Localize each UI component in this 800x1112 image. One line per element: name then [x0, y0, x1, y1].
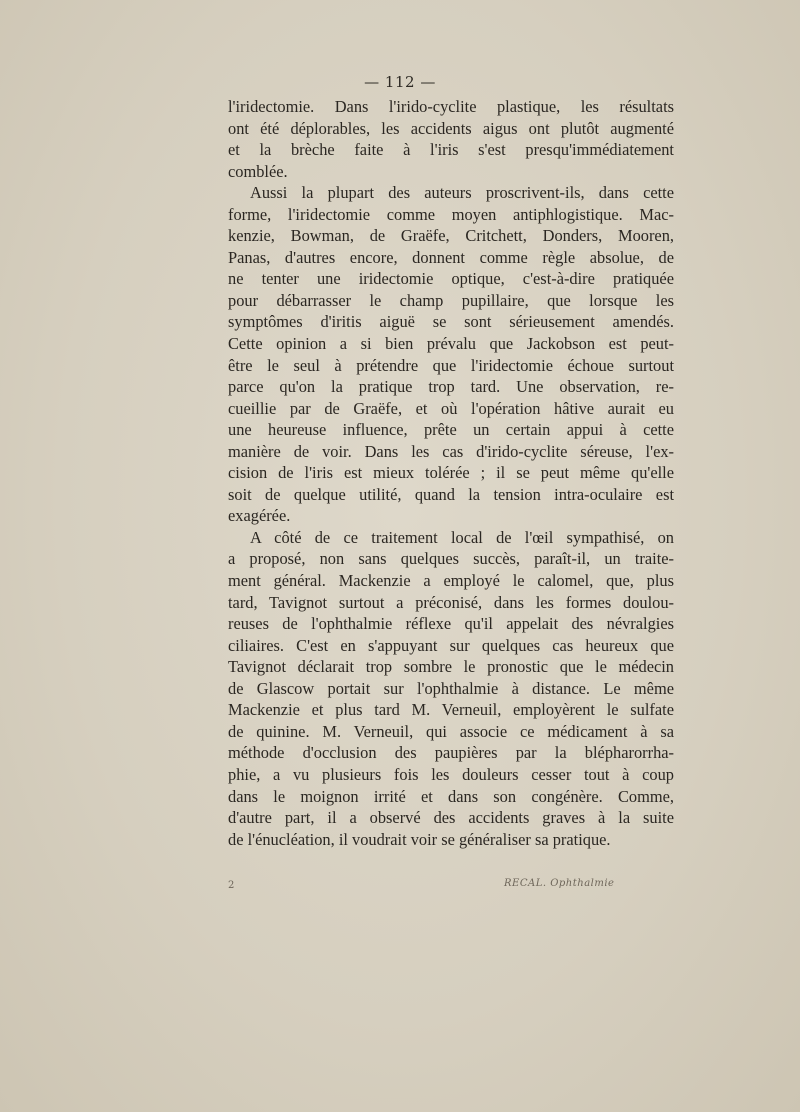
text-line: manière de voir. Dans les cas d'irido-cyclite séreuse, l'ex-: [228, 441, 674, 461]
text-line: pour débarrasser le champ pupillaire, que lorsque les: [228, 290, 674, 310]
text-line: ont été déplorables, les accidents aigus ont plutôt augmenté: [228, 118, 674, 138]
text-line: comblée.: [228, 161, 288, 181]
text-line: cueillie par de Graëfe, et où l'opération hâtive aurait eu: [228, 398, 674, 418]
footer-signature: RECAL. Ophthalmie: [504, 878, 615, 889]
text-line: kenzie, Bowman, de Graëfe, Critchett, Donders, Mooren,: [228, 226, 674, 246]
text-line: ne tenter une iridectomie optique, c'est-à-dire pratiquée: [228, 269, 674, 289]
text-line: soit de quelque utilité, quand la tension intra-oculaire est: [228, 484, 674, 504]
text-line: cision de l'iris est mieux tolérée ; il se peut même qu'elle: [228, 463, 674, 483]
text-line: être le seul à prétendre que l'iridectomie échoue surtout: [228, 355, 674, 375]
text-line: forme, l'iridectomie comme moyen antiphlogistique. Mac-: [228, 204, 674, 224]
text-line: de Glascow portait sur l'ophthalmie à distance. Le même: [228, 678, 674, 698]
text-line: A côté de ce traitement local de l'œil sympathisé, on: [250, 527, 674, 547]
text-line: une heureuse influence, prête un certain appui à cette: [228, 420, 674, 440]
text-line: tard, Tavignot surtout a préconisé, dans les formes doulou-: [228, 592, 674, 612]
text-line: symptômes d'iritis aiguë se sont sérieusement amendés.: [228, 312, 674, 332]
text-line: phie, a vu plusieurs fois les douleurs cesser tout à coup: [228, 764, 674, 784]
text-line: parce qu'on la pratique trop tard. Une observation, re-: [228, 377, 674, 397]
text-line: reuses de l'ophthalmie réflexe qu'il appelait des névralgies: [228, 614, 674, 634]
text-line: de quinine. M. Verneuil, qui associe ce médicament à sa: [228, 721, 674, 741]
page-number: — 112 —: [364, 73, 436, 91]
text-line: de l'énucléation, il voudrait voir se généraliser sa pratique.: [228, 829, 611, 849]
body-text: [228, 96, 674, 850]
text-line: et la brèche faite à l'iris s'est presqu'immédiatement: [228, 140, 674, 160]
text-line: dans le moignon irrité et dans son congénère. Comme,: [228, 786, 674, 806]
text-line: l'iridectomie. Dans l'irido-cyclite plastique, les résultats: [228, 97, 674, 116]
text-line: Mackenzie et plus tard M. Verneuil, employèrent le sulfate: [228, 700, 674, 720]
text-line: exagérée.: [228, 506, 291, 526]
text-line: Tavignot déclarait trop sombre le pronostic que le médecin: [228, 657, 674, 677]
text-line: Panas, d'autres encore, donnent comme règle absolue, de: [228, 247, 674, 267]
text-line: ciliaires. C'est en s'appuyant sur quelques cas heureux que: [228, 635, 674, 655]
text-line: ment général. Mackenzie a employé le calomel, que, plus: [228, 571, 674, 591]
text-line: Aussi la plupart des auteurs proscrivent-ils, dans cette: [250, 183, 674, 203]
text-line: d'autre part, il a observé des accidents graves à la suite: [228, 808, 674, 828]
signature-mark: 2: [228, 880, 235, 891]
text-line: Cette opinion a si bien prévalu que Jackobson est peut-: [228, 334, 674, 354]
text-line: a proposé, non sans quelques succès, paraît-il, un traite-: [228, 549, 674, 569]
text-line: méthode d'occlusion des paupières par la blépharorrha-: [228, 743, 674, 763]
